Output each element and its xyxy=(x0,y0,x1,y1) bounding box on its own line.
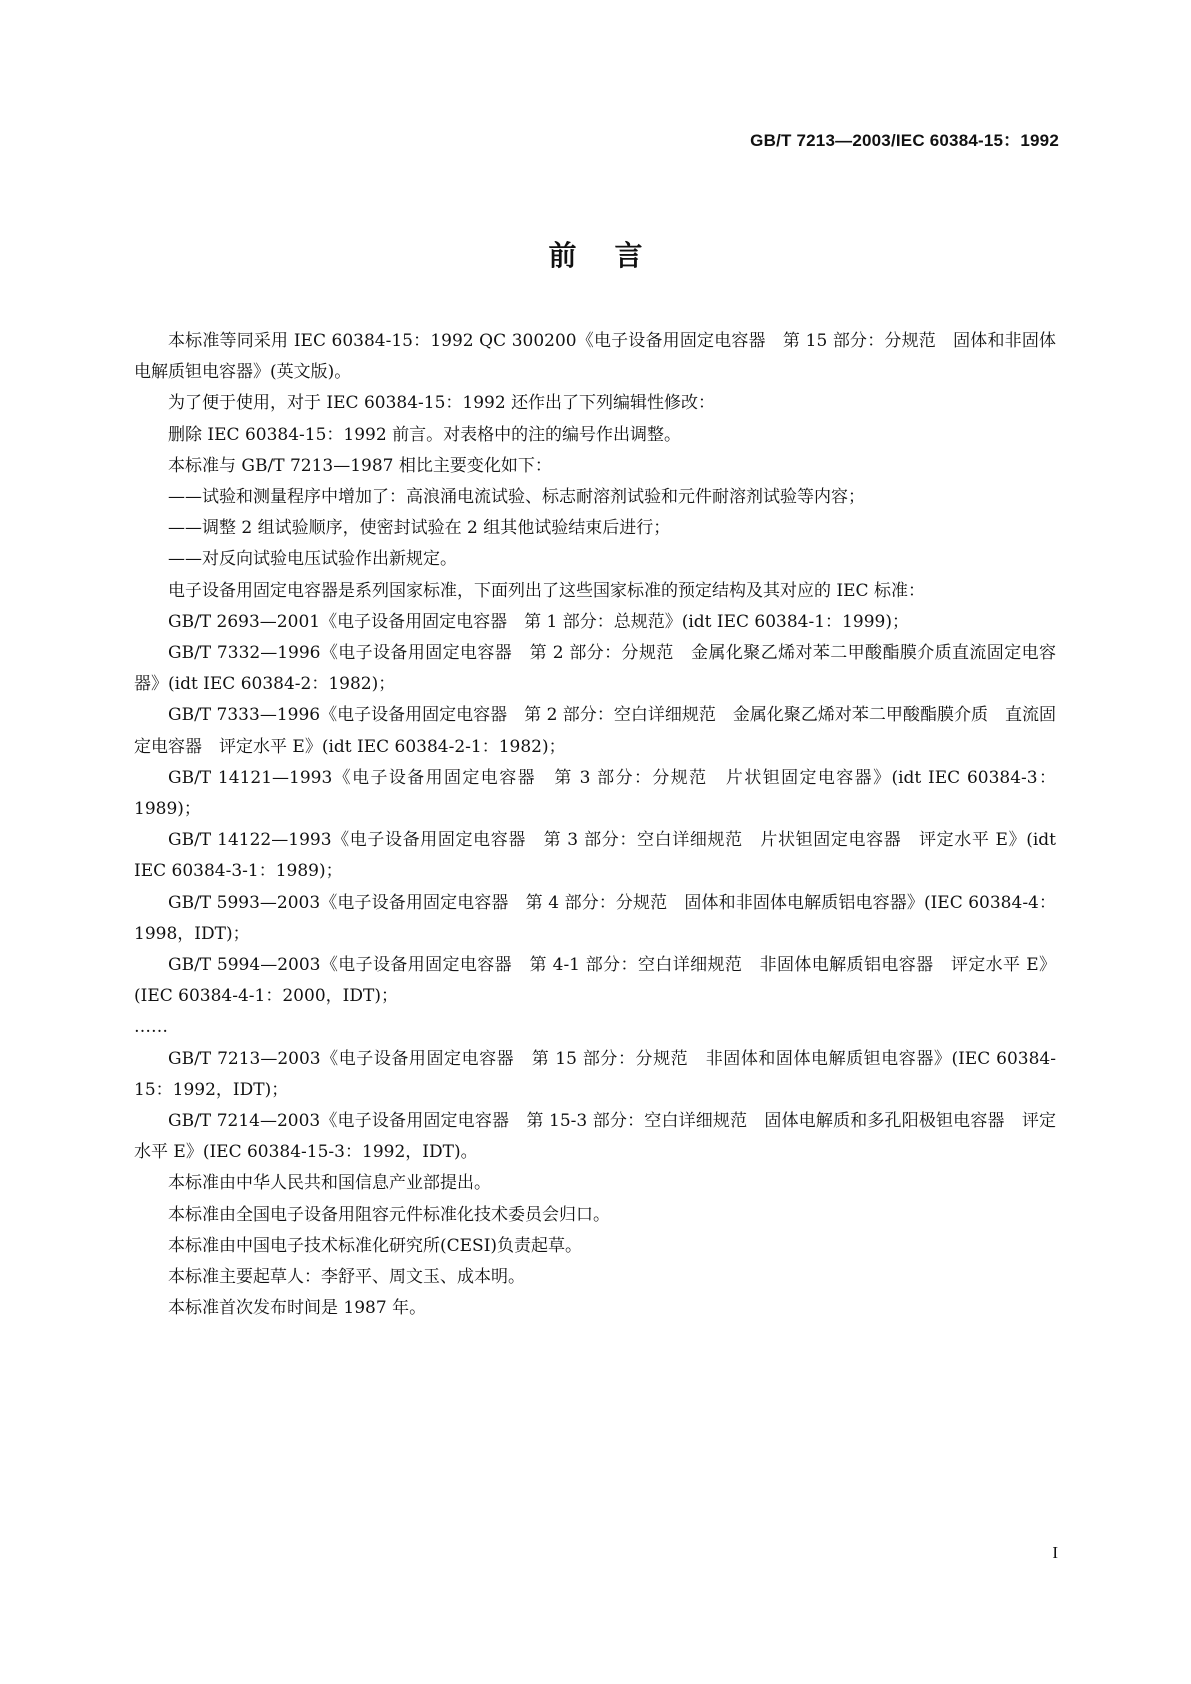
ellipsis: …… xyxy=(134,1017,168,1038)
list-item-standard-7213: GB/T 7213—2003《电子设备用固定电容器 第 15 部分：分规范 非固体和固体电解质钽电容器》(IEC 60384-15：1992，IDT)； xyxy=(134,1048,1056,1100)
paragraph-drafted-by-org: 本标准由中国电子技术标准化研究所(CESI)负责起草。 xyxy=(168,1235,583,1256)
list-item-standard-7214: GB/T 7214—2003《电子设备用固定电容器 第 15-3 部分：空白详细规范 固体电解质和多孔阳极钽电容器 评定水平 E》(IEC 60384-15-3：1992，IDT)。 xyxy=(134,1111,1056,1163)
standard-number-header: GB/T 7213—2003/IEC 60384-15：1992 xyxy=(750,131,1059,150)
list-item-change-2: ——调整 2 组试验顺序，使密封试验在 2 组其他试验结束后进行； xyxy=(168,518,671,539)
paragraph-editorial-change: 删除 IEC 60384-15：1992 前言。对表格中的注的编号作出调整。 xyxy=(168,424,682,445)
foreword-body xyxy=(134,326,1056,1325)
paragraph-managed-by: 本标准由全国电子设备用阻容元件标准化技术委员会归口。 xyxy=(168,1204,610,1225)
paragraph-drafters: 本标准主要起草人：李舒平、周文玉、成本明。 xyxy=(168,1267,525,1288)
paragraph-editorial-intro: 为了便于使用，对于 IEC 60384-15：1992 还作出了下列编辑性修改： xyxy=(168,393,716,414)
list-item-standard-5993: GB/T 5993—2003《电子设备用固定电容器 第 4 部分：分规范 固体和非固体电解质铝电容器》(IEC 60384-4：1998，IDT)； xyxy=(134,892,1056,944)
list-item-standard-14121: GB/T 14121—1993《电子设备用固定电容器 第 3 部分：分规范 片状钽固定电容器》(idt IEC 60384-3：1989)； xyxy=(134,767,1056,820)
paragraph-proposed-by: 本标准由中华人民共和国信息产业部提出。 xyxy=(168,1173,491,1194)
list-item-standard-2693: GB/T 2693—2001《电子设备用固定电容器 第 1 部分：总规范》(idt IEC 60384-1：1999)； xyxy=(168,611,909,632)
list-item-change-1: ——试验和测量程序中增加了：高浪涌电流试验、标志耐溶剂试验和元件耐溶剂试验等内容； xyxy=(168,487,865,508)
paragraph-first-release: 本标准首次发布时间是 1987 年。 xyxy=(168,1298,427,1319)
paragraph-series-intro: 电子设备用固定电容器是系列国家标准，下面列出了这些国家标准的预定结构及其对应的 IEC 标准： xyxy=(168,580,925,601)
paragraph-changes-intro: 本标准与 GB/T 7213—1987 相比主要变化如下： xyxy=(168,455,552,476)
list-item-standard-14122: GB/T 14122—1993《电子设备用固定电容器 第 3 部分：空白详细规范 片状钽固定电容器 评定水平 E》(idt IEC 60384-3-1：1989)； xyxy=(134,830,1056,882)
page-number: I xyxy=(1052,1543,1058,1562)
page-title: 前言 xyxy=(548,239,681,272)
list-item-change-3: ——对反向试验电压试验作出新规定。 xyxy=(168,549,457,570)
list-item-standard-5994: GB/T 5994—2003《电子设备用固定电容器 第 4-1 部分：空白详细规范 非固体电解质铝电容器 评定水平 E》(IEC 60384-4-1：2000，IDT)； xyxy=(134,955,1056,1007)
list-item-standard-7333: GB/T 7333—1996《电子设备用固定电容器 第 2 部分：空白详细规范 金属化聚乙烯对苯二甲酸酯膜介质 直流固定电容器 评定水平 E》(idt IEC 60384-2-1：1982)； xyxy=(134,705,1056,757)
list-item-standard-7332: GB/T 7332—1996《电子设备用固定电容器 第 2 部分：分规范 金属化聚乙烯对苯二甲酸酯膜介质直流固定电容器》(idt IEC 60384-2：1982)； xyxy=(134,643,1056,695)
paragraph-adoption: 本标准等同采用 IEC 60384-15：1992 QC 300200《电子设备用固定电容器 第 15 部分：分规范 固体和非固体电解质钽电容器》(英文版)。 xyxy=(134,331,1056,383)
